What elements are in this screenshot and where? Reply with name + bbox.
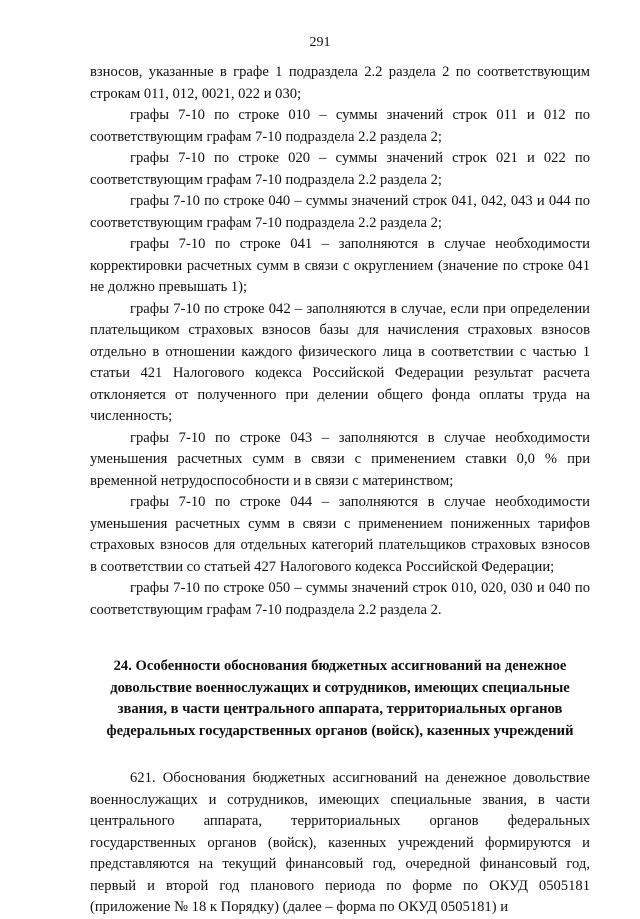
paragraph-continuation: взносов, указанные в графе 1 подраздела 2.2 раздела 2 по соответствующим строкам 011, 012, 0021, 022 и 030; — [90, 64, 590, 102]
paragraph-line-020: графы 7-10 по строке 020 – суммы значений строк 021 и 022 по соответствующим графам 7-10 подраздела 2.2 раздела 2; — [90, 150, 590, 188]
paragraph-line-010: графы 7-10 по строке 010 – суммы значений строк 011 и 012 по соответствующим графам 7-10 подраздела 2.2 раздела 2; — [90, 107, 590, 145]
clause-621: 621. Обоснования бюджетных ассигнований на денежное довольствие военнослужащих и сотрудников, имеющих специальные звания, в части центрального аппарата, территориальных органов федеральных государственных органов (войск), казенных учреждений формируются и представляются на текущий финансовый год, очередной финансовый год, первый и второй год планового периода по форме по ОКУД 0505181 (приложение № 18 к Порядку) (далее – форма по ОКУД 0505181) и — [90, 770, 590, 915]
paragraph-line-044: графы 7-10 по строке 044 – заполняются в случае необходимости уменьшения расчетных сумм в связи с применением пониженных тарифов страховых взносов для отдельных категорий плательщиков страховых взносов в соответствии со статьей 427 Налогового кодекса Российской Федерации; — [90, 494, 590, 575]
page-number: 291 — [309, 35, 331, 50]
document-body — [90, 62, 590, 919]
paragraph-line-041: графы 7-10 по строке 041 – заполняются в случае необходимости корректировки расчетных сумм в связи с округлением (значение по строке 041 не должно превышать 1); — [90, 236, 590, 295]
paragraph-line-042: графы 7-10 по строке 042 – заполняются в случае, если при определении плательщиком страховых взносов базы для начисления страховых взносов отдельно в отношении каждого физического лица в соответствии с частью 1 статьи 421 Налогового кодекса Российской Федерации результат расчета отклоняется от полученного при делении общего фонда оплаты труда на численность; — [90, 300, 590, 424]
paragraph-line-050: графы 7-10 по строке 050 – суммы значений строк 010, 020, 030 и 040 по соответствующим графам 7-10 подраздела 2.2 раздела 2. — [90, 580, 590, 618]
paragraph-line-043: графы 7-10 по строке 043 – заполняются в случае необходимости уменьшения расчетных сумм в связи с применением ставки 0,0 % при временной нетрудоспособности и в связи с материнством; — [90, 429, 590, 489]
section-heading: 24. Особенности обоснования бюджетных ассигнований на денежное довольствие военнослужащих и сотрудников, имеющих специальные звания, в части центрального аппарата, территориальных органов федеральных государственных органов (войск), казенных учреждений — [106, 658, 574, 739]
paragraph-line-040: графы 7-10 по строке 040 – суммы значений строк 041, 042, 043 и 044 по соответствующим графам 7-10 подраздела 2.2 раздела 2; — [90, 193, 590, 231]
